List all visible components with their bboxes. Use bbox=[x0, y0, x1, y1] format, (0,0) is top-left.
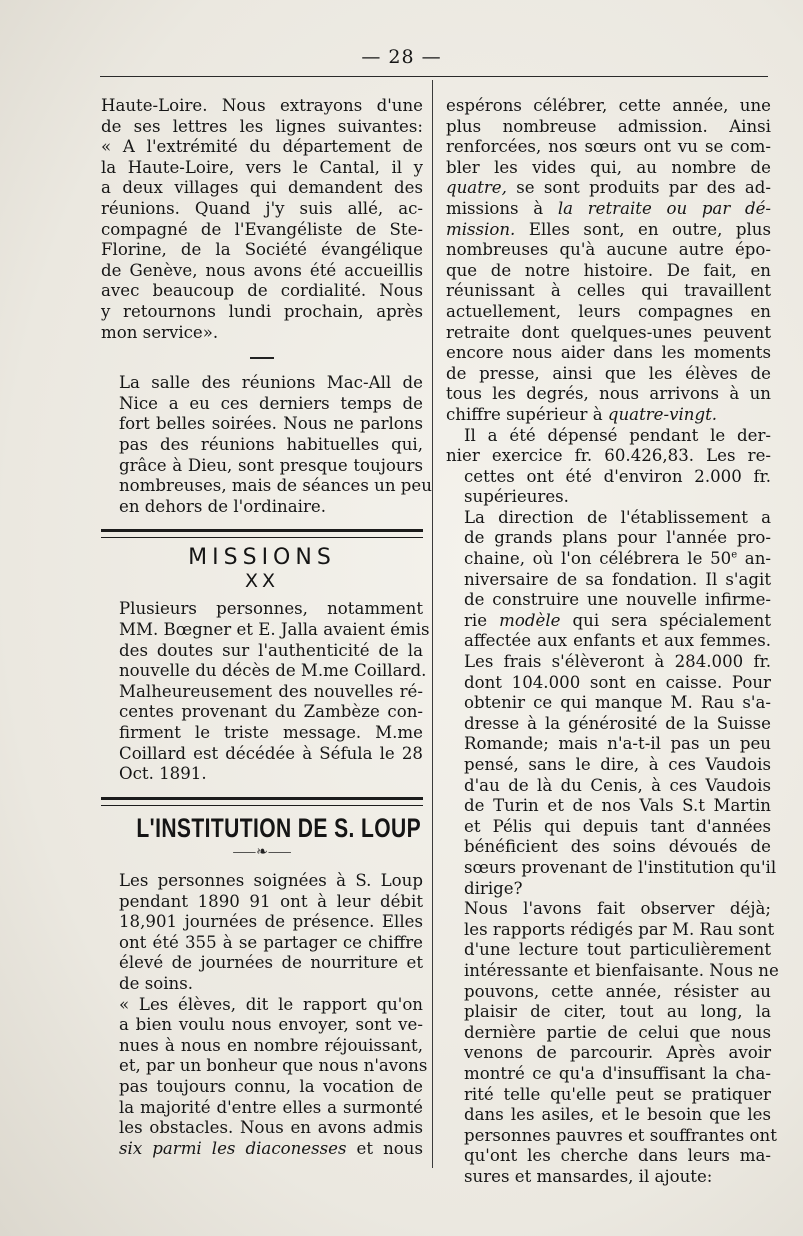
text-line: de construire une nouvelle infirme- bbox=[464, 590, 771, 610]
text-line: dans les asiles, et le besoin que les bbox=[464, 1105, 771, 1125]
text-line: intéressante et bienfaisante. Nous ne bbox=[464, 960, 779, 980]
text-line: que de notre histoire. De fait, en bbox=[446, 260, 771, 280]
text-line: dresse à la générosité de la Suisse bbox=[464, 713, 771, 733]
text-line: actuellement, leurs compagnes en bbox=[446, 301, 771, 321]
text-line: Florine, de la Société évangélique bbox=[101, 240, 423, 260]
text-line: la majorité d'entre elles a surmonté bbox=[119, 1097, 423, 1117]
superscript: e bbox=[731, 549, 738, 561]
text-line: « Les élèves, dit le rapport qu'on bbox=[119, 994, 423, 1014]
paragraph-direction bbox=[446, 507, 777, 899]
text-line: a deux villages qui demandent des bbox=[101, 178, 423, 198]
text-line bbox=[446, 405, 771, 426]
text-line: de soins. bbox=[119, 973, 194, 993]
text-line: nombreuses, mais de séances un peu bbox=[119, 476, 432, 496]
text-fragment: et nous bbox=[356, 1138, 423, 1158]
institution-heading: L'INSTITUTION DE S. LOUP bbox=[136, 812, 422, 843]
text-line: Oct. 1891. bbox=[119, 764, 207, 784]
text-line: mon service». bbox=[101, 322, 219, 342]
left-column bbox=[101, 96, 432, 1159]
text-line bbox=[446, 549, 771, 570]
text-line: qu'ont les cherche dans leurs ma- bbox=[464, 1146, 771, 1166]
paragraph-nice bbox=[101, 373, 432, 517]
missions-subheading: XX bbox=[244, 569, 280, 592]
text-fragment: chaine, où l'on célébrera le 50 bbox=[464, 549, 732, 569]
text-line: espérons célébrer, cette année, une bbox=[446, 96, 771, 115]
paragraph-eleves bbox=[101, 994, 428, 1160]
text-fragment: rie bbox=[464, 610, 500, 630]
text-line: montré ce qu'a d'insuffisant la cha- bbox=[464, 1063, 771, 1083]
text-line: en dehors de l'ordinaire. bbox=[119, 496, 326, 516]
italic-text: modèle bbox=[499, 610, 561, 630]
text-line: la Haute-Loire, vers le Cantal, il y bbox=[101, 157, 423, 177]
text-line: sœurs provenant de l'institution qu'il bbox=[464, 857, 777, 877]
text-line: de Turin et de nos Vals S.t Martin bbox=[464, 796, 771, 816]
text-line bbox=[446, 220, 771, 241]
text-fragment: qui sera spécialement bbox=[560, 610, 771, 630]
text-line: rité telle qu'elle peut se pratiquer bbox=[464, 1084, 771, 1104]
text-line: et Pélis qui depuis tant d'années bbox=[464, 816, 771, 836]
paragraph-admission bbox=[446, 96, 771, 426]
italic-text: la retraite ou par dé- bbox=[557, 198, 771, 218]
text-line: niversaire de sa fondation. Il s'agit bbox=[464, 569, 771, 589]
text-line: de Genève, nous avons été accueillis bbox=[101, 260, 423, 280]
text-line: pouvons, cette année, résister au bbox=[464, 981, 771, 1001]
text-line: pas toujours connu, la vocation de bbox=[119, 1076, 423, 1096]
text-line: plaisir de citer, tout au long, la bbox=[464, 1002, 771, 1022]
text-line: avec beaucoup de cordialité. Nous bbox=[101, 281, 423, 301]
text-line bbox=[446, 178, 771, 199]
text-line: renforcées, nos sœurs ont vu se com- bbox=[446, 137, 771, 157]
text-line: dont 104.000 sont en caisse. Pour bbox=[464, 672, 771, 692]
text-line: réunions. Quand j'y suis allé, ac- bbox=[101, 198, 423, 218]
text-line: Romande; mais n'a-t-il pas un peu bbox=[464, 734, 771, 754]
text-fragment: se sont produits par des ad- bbox=[506, 178, 771, 198]
text-line: personnes pauvres et souffrantes ont bbox=[464, 1125, 777, 1145]
missions-heading: MISSIONS bbox=[188, 545, 336, 571]
text-line: Les frais s'élèveront à 284.000 fr. bbox=[464, 652, 771, 672]
paragraph-coillard bbox=[101, 599, 430, 784]
text-line: « A l'extrémité du département de bbox=[101, 137, 423, 157]
text-line: centes provenant du Zambèze con- bbox=[119, 702, 423, 722]
section-rule bbox=[101, 797, 423, 806]
paragraph-rapports bbox=[446, 899, 779, 1187]
ornament-icon: ⸺❧⸺ bbox=[232, 844, 292, 861]
text-line: tous les degrés, nous arrivons à un bbox=[446, 384, 771, 404]
right-column bbox=[446, 96, 779, 1187]
italic-text: quatre, bbox=[446, 178, 507, 198]
paragraph-haute-loire bbox=[101, 96, 423, 343]
text-line: nouvelle du décès de M.me Coillard. bbox=[119, 661, 427, 681]
text-line: plus nombreuse admission. Ainsi bbox=[446, 116, 771, 136]
italic-text: six parmi les diaconesses bbox=[119, 1138, 347, 1158]
text-line: Plusieurs personnes, notamment bbox=[119, 599, 423, 619]
text-line: La salle des réunions Mac-All de bbox=[119, 373, 423, 393]
text-line: affectée aux enfants et aux femmes. bbox=[464, 631, 771, 651]
page-number: — 28 — bbox=[361, 46, 442, 68]
separator-dash bbox=[250, 357, 274, 359]
text-line bbox=[446, 199, 771, 220]
text-line: Nous l'avons fait observer déjà; bbox=[464, 899, 771, 919]
text-line: y retournons lundi prochain, après bbox=[101, 301, 423, 321]
text-line: MM. Bœgner et E. Jalla avaient émis bbox=[119, 620, 430, 640]
text-line: d'au de là du Cenis, à ces Vaudois bbox=[464, 775, 771, 795]
italic-text: mission. bbox=[446, 219, 516, 239]
text-line: pas des réunions habituelles qui, bbox=[119, 434, 423, 454]
text-line: nombreuses qu'à aucune autre épo- bbox=[446, 240, 771, 260]
text-line: réunissant à celles qui travaillent bbox=[446, 281, 771, 301]
paragraph-journees bbox=[101, 871, 423, 995]
text-line: obtenir ce qui manque M. Rau s'a- bbox=[464, 693, 771, 713]
text-line: grâce à Dieu, sont presque toujours bbox=[119, 455, 423, 475]
text-line: a bien voulu nous envoyer, sont ve- bbox=[119, 1015, 423, 1035]
text-line: retraite dont quelques-unes peuvent bbox=[446, 322, 771, 342]
header-rule bbox=[100, 76, 768, 77]
text-line: Nice a eu ces derniers temps de bbox=[119, 393, 423, 413]
text-line: 18,901 journées de présence. Elles bbox=[119, 912, 423, 932]
text-line: compagné de l'Evangéliste de Ste- bbox=[101, 219, 423, 239]
section-rule bbox=[101, 529, 423, 538]
text-line: pendant 1890 91 ont à leur débit bbox=[119, 891, 423, 911]
text-line: supérieures. bbox=[464, 487, 569, 507]
text-line: La direction de l'établissement a bbox=[464, 507, 771, 527]
text-line: de grands plans pour l'année pro- bbox=[464, 528, 771, 548]
column-divider bbox=[432, 80, 433, 1168]
text-line bbox=[101, 1139, 423, 1160]
text-line: nier exercice fr. 60.426,83. Les re- bbox=[446, 446, 771, 466]
text-line: sures et mansardes, il ajoute: bbox=[464, 1166, 713, 1186]
text-line: cettes ont été d'environ 2.000 fr. bbox=[464, 466, 771, 486]
italic-text: quatre-vingt. bbox=[607, 404, 718, 424]
text-line bbox=[446, 611, 771, 632]
text-line: de ses lettres les lignes suivantes: bbox=[101, 116, 423, 136]
text-line: venons de parcourir. Après avoir bbox=[464, 1043, 771, 1063]
text-line: firment le triste message. M.me bbox=[119, 723, 423, 743]
text-line: et, par un bonheur que nous n'avons bbox=[119, 1056, 428, 1076]
text-line: Il a été dépensé pendant le der- bbox=[464, 425, 771, 445]
text-line: de presse, ainsi que les élèves de bbox=[446, 363, 771, 383]
text-line: ont été 355 à se partager ce chiffre bbox=[119, 932, 423, 952]
text-fragment: an- bbox=[737, 549, 771, 569]
text-line: les obstacles. Nous en avons admis bbox=[119, 1118, 423, 1138]
text-line: Coillard est décédée à Séfula le 28 bbox=[119, 743, 423, 763]
text-line: d'une lecture tout particulièrement bbox=[464, 940, 771, 960]
text-line: bler les vides qui, au nombre de bbox=[446, 157, 771, 177]
text-fragment: missions à bbox=[446, 198, 558, 218]
paragraph-depense bbox=[446, 426, 771, 508]
text-line: nues à nous en nombre réjouissant, bbox=[119, 1035, 423, 1055]
text-line: des doutes sur l'authenticité de la bbox=[119, 640, 423, 660]
text-fragment: chiffre supérieur à bbox=[446, 404, 608, 424]
text-line: Les personnes soignées à S. Loup bbox=[119, 871, 423, 890]
text-line: Haute-Loire. Nous extrayons d'une bbox=[101, 96, 423, 115]
text-line: pensé, sans le dire, à ces Vaudois bbox=[464, 755, 771, 774]
text-line: Malheureusement des nouvelles ré- bbox=[119, 681, 423, 701]
text-line: fort belles soirées. Nous ne parlons bbox=[119, 414, 423, 434]
text-line: élevé de journées de nourriture et bbox=[119, 953, 423, 973]
text-line: les rapports rédigés par M. Rau sont bbox=[464, 919, 775, 939]
text-fragment: Elles sont, en outre, plus bbox=[515, 219, 771, 239]
text-line: dirige? bbox=[464, 878, 523, 898]
text-line: bénéficient des soins dévoués de bbox=[464, 837, 771, 857]
text-line: encore nous aider dans les moments bbox=[446, 343, 771, 363]
text-line: dernière partie de celui que nous bbox=[464, 1022, 771, 1042]
